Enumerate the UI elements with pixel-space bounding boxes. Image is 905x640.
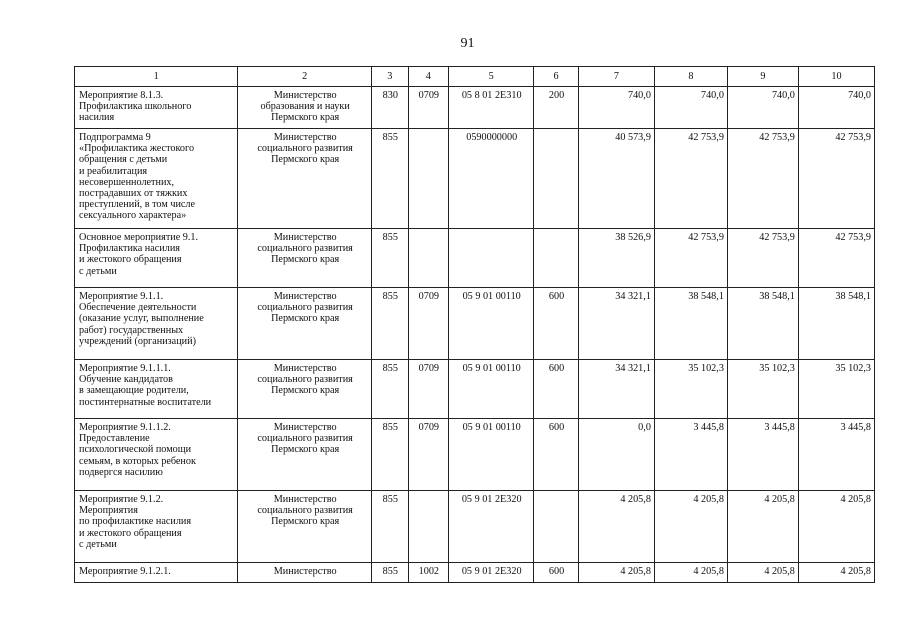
row-target-item-cell: 05 9 01 00110 xyxy=(449,419,534,491)
row-expense-type-cell xyxy=(534,129,579,229)
budget-value: 740,0 xyxy=(700,90,724,101)
row-grbs-cell: 830 xyxy=(372,87,409,129)
table-row xyxy=(75,229,875,288)
row-value-col8-cell xyxy=(654,491,727,563)
budget-value: 42 753,9 xyxy=(835,232,871,243)
row-grbs-cell: 855 xyxy=(372,288,409,360)
row-grbs-cell: 855 xyxy=(372,491,409,563)
row-target-item-cell: 05 8 01 2Е310 xyxy=(449,87,534,129)
column-header: 7 xyxy=(578,67,654,87)
row-value-col10-cell xyxy=(798,229,874,288)
row-expense-type-cell: 600 xyxy=(534,563,579,583)
budget-value: 4 205,8 xyxy=(764,566,795,577)
row-expense-type-cell: 600 xyxy=(534,419,579,491)
row-value-col10-cell xyxy=(798,419,874,491)
row-expense-type-cell: 600 xyxy=(534,360,579,419)
budget-value: 35 102,3 xyxy=(759,363,795,374)
row-name-cell: Мероприятие 9.1.1. Обеспечение деятельности (оказание услуг, выполнение работ) государственных учреждений (организаций) xyxy=(75,288,238,360)
page-number: 91 xyxy=(460,36,475,51)
budget-value: 0,0 xyxy=(638,422,651,433)
row-value-col9-cell xyxy=(727,288,798,360)
row-value-col7-cell xyxy=(578,229,654,288)
row-name-cell: Мероприятие 9.1.2.1. xyxy=(75,563,238,583)
budget-value: 35 102,3 xyxy=(688,363,724,374)
row-section-cell: 1002 xyxy=(408,563,449,583)
budget-value: 38 548,1 xyxy=(759,291,795,302)
row-grbs-cell: 855 xyxy=(372,360,409,419)
budget-table xyxy=(74,66,875,583)
row-value-col9-cell xyxy=(727,419,798,491)
budget-value: 4 205,8 xyxy=(620,494,651,505)
column-header: 3 xyxy=(372,67,409,87)
row-value-col8-cell xyxy=(654,229,727,288)
row-section-cell xyxy=(408,491,449,563)
row-value-col7-cell xyxy=(578,288,654,360)
table-row xyxy=(75,288,875,360)
budget-value: 42 753,9 xyxy=(688,232,724,243)
row-target-item-cell: 05 9 01 2Е320 xyxy=(449,563,534,583)
budget-value: 42 753,9 xyxy=(759,132,795,143)
row-value-col9-cell xyxy=(727,491,798,563)
row-value-col10-cell xyxy=(798,87,874,129)
row-value-col9-cell xyxy=(727,129,798,229)
row-name-cell: Мероприятие 9.1.2. Мероприятия по профилактике насилия и жестокого обращения с детьми xyxy=(75,491,238,563)
budget-value: 42 753,9 xyxy=(688,132,724,143)
row-section-cell: 0709 xyxy=(408,87,449,129)
row-organization-cell: Министерство социального развития Пермского края xyxy=(238,491,372,563)
budget-value: 40 573,9 xyxy=(615,132,651,143)
table-row xyxy=(75,129,875,229)
column-header: 8 xyxy=(654,67,727,87)
budget-value: 38 526,9 xyxy=(615,232,651,243)
column-header: 10 xyxy=(798,67,874,87)
row-target-item-cell: 05 9 01 2Е320 xyxy=(449,491,534,563)
row-section-cell: 0709 xyxy=(408,288,449,360)
row-grbs-cell: 855 xyxy=(372,129,409,229)
row-value-col10-cell xyxy=(798,491,874,563)
row-value-col9-cell xyxy=(727,229,798,288)
row-organization-cell: Министерство социального развития Пермского края xyxy=(238,129,372,229)
budget-value: 4 205,8 xyxy=(693,494,724,505)
budget-value: 740,0 xyxy=(771,90,795,101)
budget-value: 42 753,9 xyxy=(835,132,871,143)
row-section-cell: 0709 xyxy=(408,360,449,419)
budget-value: 4 205,8 xyxy=(693,566,724,577)
row-grbs-cell: 855 xyxy=(372,419,409,491)
budget-value: 4 205,8 xyxy=(764,494,795,505)
row-value-col8-cell xyxy=(654,360,727,419)
column-header: 9 xyxy=(727,67,798,87)
header-row xyxy=(75,67,875,87)
row-target-item-cell: 05 9 01 00110 xyxy=(449,288,534,360)
row-value-col10-cell xyxy=(798,563,874,583)
row-organization-cell: Министерство социального развития Пермского края xyxy=(238,229,372,288)
row-value-col7-cell xyxy=(578,419,654,491)
table-row xyxy=(75,360,875,419)
budget-value: 3 445,8 xyxy=(693,422,724,433)
row-value-col10-cell xyxy=(798,288,874,360)
row-value-col9-cell xyxy=(727,563,798,583)
row-section-cell: 0709 xyxy=(408,419,449,491)
budget-value: 3 445,8 xyxy=(764,422,795,433)
budget-value: 34 321,1 xyxy=(615,291,651,302)
column-header: 6 xyxy=(534,67,579,87)
row-expense-type-cell: 200 xyxy=(534,87,579,129)
row-value-col7-cell xyxy=(578,563,654,583)
table-row xyxy=(75,419,875,491)
row-organization-cell: Министерство социального развития Пермского края xyxy=(238,419,372,491)
row-organization-cell: Министерство образования и науки Пермского края xyxy=(238,87,372,129)
row-target-item-cell: 05 9 01 00110 xyxy=(449,360,534,419)
row-target-item-cell: 0590000000 xyxy=(449,129,534,229)
row-name-cell: Мероприятие 8.1.3. Профилактика школьного насилия xyxy=(75,87,238,129)
row-section-cell xyxy=(408,129,449,229)
row-value-col8-cell xyxy=(654,563,727,583)
row-value-col9-cell xyxy=(727,87,798,129)
budget-value: 4 205,8 xyxy=(840,494,871,505)
column-header: 4 xyxy=(408,67,449,87)
table-row xyxy=(75,563,875,583)
row-name-cell: Мероприятие 9.1.1.1. Обучение кандидатов в замещающие родители, постинтернатные воспитатели xyxy=(75,360,238,419)
row-organization-cell: Министерство социального развития Пермского края xyxy=(238,360,372,419)
row-value-col10-cell xyxy=(798,360,874,419)
budget-value: 42 753,9 xyxy=(759,232,795,243)
row-value-col7-cell xyxy=(578,491,654,563)
row-name-cell: Подпрограмма 9 «Профилактика жестокого обращения с детьми и реабилитация несовершеннолетних, пострадавших от тяжких преступлений, в том числе сексуального характера» xyxy=(75,129,238,229)
row-expense-type-cell xyxy=(534,491,579,563)
row-organization-cell: Министерство xyxy=(238,563,372,583)
row-target-item-cell xyxy=(449,229,534,288)
budget-value: 38 548,1 xyxy=(835,291,871,302)
row-name-cell: Мероприятие 9.1.1.2. Предоставление психологической помощи семьям, в которых ребенок подвергся насилию xyxy=(75,419,238,491)
table-body xyxy=(75,67,875,583)
row-organization-cell: Министерство социального развития Пермского края xyxy=(238,288,372,360)
row-expense-type-cell: 600 xyxy=(534,288,579,360)
budget-value: 740,0 xyxy=(848,90,871,101)
row-name-cell: Основное мероприятие 9.1. Профилактика насилия и жестокого обращения с детьми xyxy=(75,229,238,288)
column-header: 5 xyxy=(449,67,534,87)
budget-value: 38 548,1 xyxy=(688,291,724,302)
row-section-cell xyxy=(408,229,449,288)
row-value-col7-cell xyxy=(578,87,654,129)
row-value-col8-cell xyxy=(654,419,727,491)
table-row xyxy=(75,491,875,563)
row-value-col8-cell xyxy=(654,87,727,129)
budget-value: 34 321,1 xyxy=(615,363,651,374)
column-header: 2 xyxy=(238,67,372,87)
row-value-col8-cell xyxy=(654,288,727,360)
row-expense-type-cell xyxy=(534,229,579,288)
budget-value: 4 205,8 xyxy=(840,566,871,577)
row-grbs-cell: 855 xyxy=(372,229,409,288)
budget-value: 3 445,8 xyxy=(840,422,871,433)
table-row xyxy=(75,87,875,129)
column-header: 1 xyxy=(75,67,238,87)
row-value-col8-cell xyxy=(654,129,727,229)
row-grbs-cell: 855 xyxy=(372,563,409,583)
row-value-col7-cell xyxy=(578,360,654,419)
budget-value: 4 205,8 xyxy=(620,566,651,577)
row-value-col10-cell xyxy=(798,129,874,229)
row-value-col7-cell xyxy=(578,129,654,229)
row-value-col9-cell xyxy=(727,360,798,419)
budget-value: 740,0 xyxy=(627,90,651,101)
budget-value: 35 102,3 xyxy=(835,363,871,374)
